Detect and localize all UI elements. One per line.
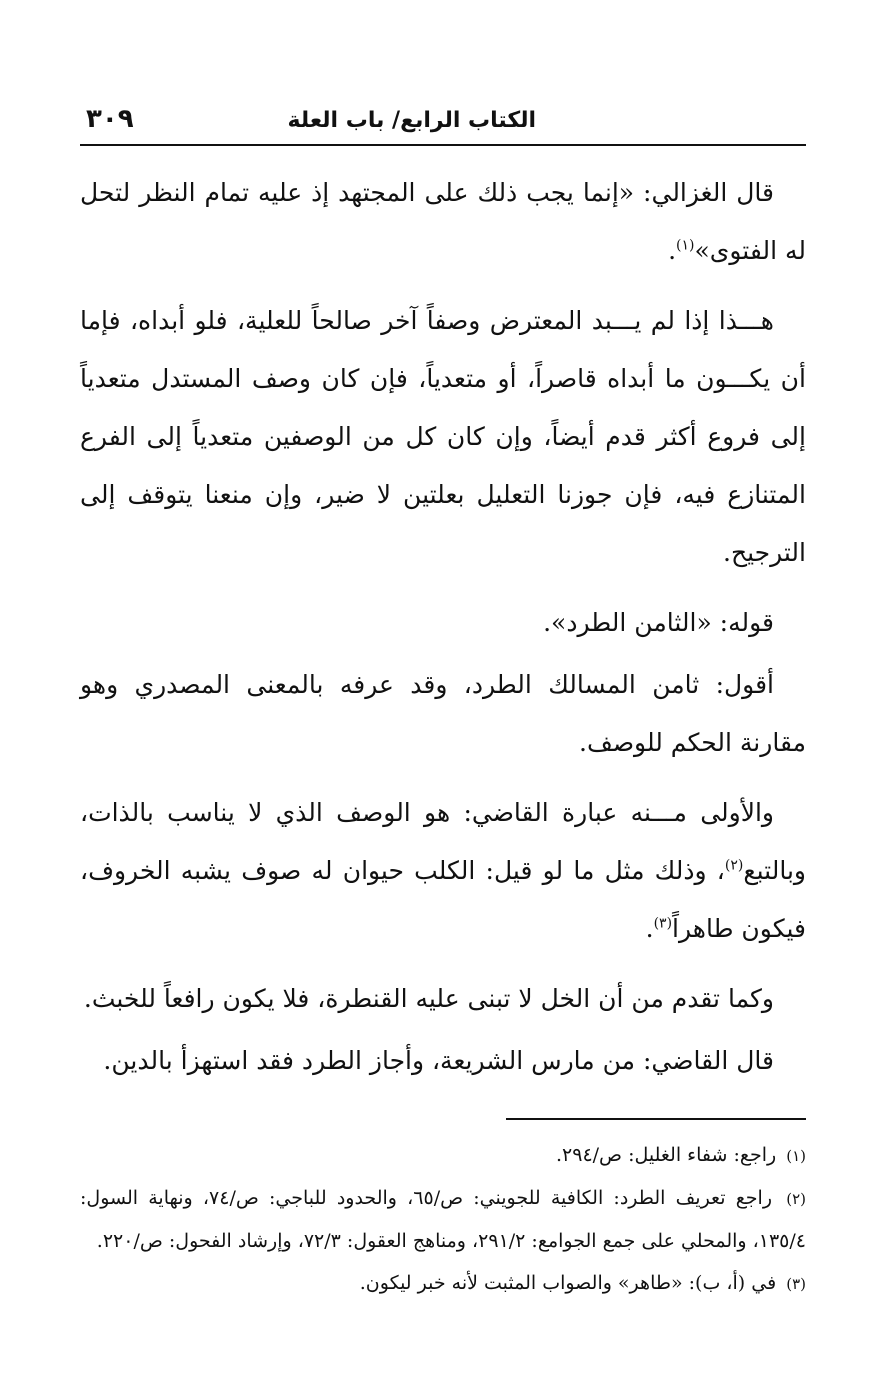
footnote-text: راجع تعريف الطرد: الكافية للجويني: ص/٦٥، والحدود للباجي: ص/٧٤، ونهاية السول: ١٣٥/٤، والمحلي على جمع الجوامع: ٢٩١/٢، ومناهج العقول: ٧٢/٣، وإرشاد الفحول: ص/٢٢٠. xyxy=(80,1187,806,1252)
footnote-separator xyxy=(506,1118,806,1120)
paragraph-objector-description: هـــذا إذا لم يـــبد المعترض وصفاً آخر صالحاً للعلية، فلو أبداه، فإما أن يكـــون ما أبداه قاصراً، أو متعدياً، فإن كان وصف المستدل متعدياً إلى فروع أكثر قدم أيضاً، وإن كان كل من الوصفين متعدياً إلى الفرع المتنازع فيه، فإن جوزنا التعليل بعلتين لا ضير، وإن منعنا يتوقف إلى الترجيح. xyxy=(80,306,806,567)
footnote-2 xyxy=(80,1177,806,1262)
running-title: الكتاب الرابع/ باب العلة xyxy=(287,108,536,133)
paragraph-qadi-statement: قال القاضي: من مارس الشريعة، وأجاز الطرد فقد استهزأ بالدين. xyxy=(103,1046,774,1075)
page-number: ٣٠٩ xyxy=(86,104,134,134)
footnote-number: (٢) xyxy=(786,1190,806,1208)
page-header xyxy=(80,100,806,146)
book-page xyxy=(80,100,806,1305)
footnote-ref-1: (١) xyxy=(676,237,695,254)
paragraph-vinegar-example: وكما تقدم من أن الخل لا تبنى عليه القنطرة، فلا يكون رافعاً للخبث. xyxy=(83,984,774,1013)
body-text xyxy=(80,164,806,1090)
paragraph-eighth-tard: قوله: «الثامن الطرد». xyxy=(543,608,774,637)
paragraph-tard-definition: أقول: ثامن المسالك الطرد، وقد عرفه بالمعنى المصدري وهو مقارنة الحكم للوصف. xyxy=(80,670,806,757)
footnote-text: في (أ، ب): «طاهر» والصواب المثبت لأنه خبر ليكون. xyxy=(359,1272,777,1294)
footnote-number: (١) xyxy=(786,1147,806,1165)
footnote-number: (٣) xyxy=(786,1275,806,1293)
footnote-3 xyxy=(80,1262,806,1305)
footnote-ref-3: (٣) xyxy=(653,915,673,932)
footnote-1 xyxy=(80,1134,806,1177)
footnote-text: راجع: شفاء الغليل: ص/٢٩٤. xyxy=(555,1144,777,1166)
paragraph-qadi-expression: والأولى مـــنه عبارة القاضي: هو الوصف الذي لا يناسب بالذات، وبالتبع$^{(٢)}$، وذلك مثل ما لو قيل: الكلب حيوان له صوف يشبه الخروف، فيكون طاهراً$^{(٣)}$. xyxy=(80,798,806,943)
footnotes xyxy=(80,1134,806,1305)
footnote-ref-2: (٢) xyxy=(724,857,744,874)
paragraph-ghazali-quote: قال الغزالي: «إنما يجب ذلك على المجتهد إذ عليه تمام النظر لتحل له الفتوى»$^{(١)}$. xyxy=(80,178,806,265)
